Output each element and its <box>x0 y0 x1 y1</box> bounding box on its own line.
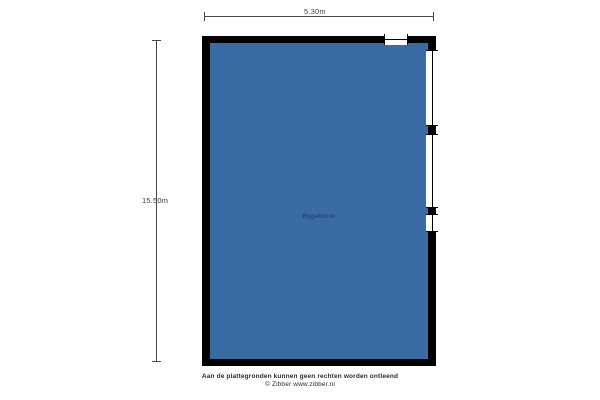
height-dimension-tick-top <box>152 40 161 41</box>
width-dimension-tick-right <box>433 12 434 21</box>
window-top <box>384 34 408 45</box>
height-dimension-tick-bottom <box>152 361 161 362</box>
building-outline <box>202 36 436 366</box>
window-right-lower <box>426 214 438 232</box>
width-dimension-tick-left <box>204 12 205 21</box>
room-bijgebouw <box>210 43 428 359</box>
window-right-upper <box>426 50 438 126</box>
wall-bottom <box>202 359 436 366</box>
footer-copyright: © Zibber www.zibber.nl <box>265 381 335 388</box>
room-label: Bijgebouw <box>302 213 336 220</box>
width-dimension-label: 5.30m <box>304 7 326 16</box>
wall-left <box>202 36 210 366</box>
footer-disclaimer: Aan de plattegronden kunnen geen rechten worden ontleend <box>201 373 399 380</box>
height-dimension-label: 15.50m <box>142 196 169 205</box>
window-right-middle <box>426 134 438 208</box>
width-dimension-line <box>204 16 434 17</box>
footer <box>0 373 600 388</box>
